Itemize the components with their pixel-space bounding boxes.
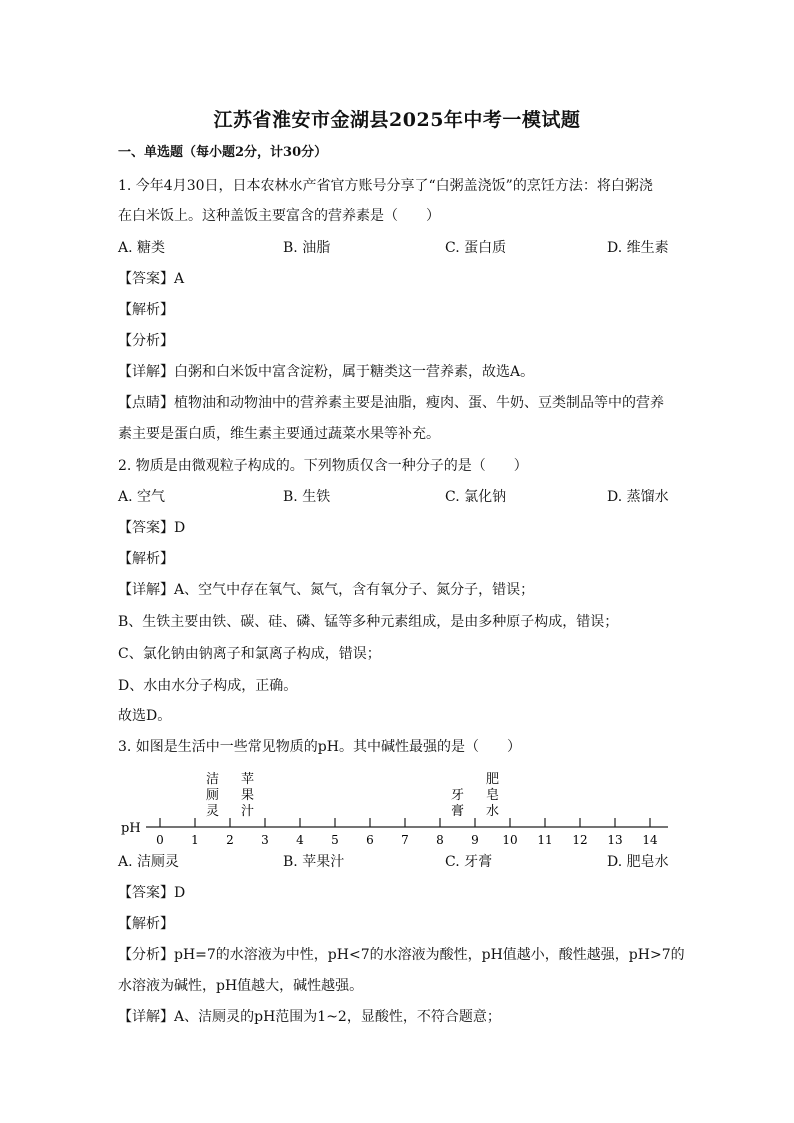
- q1-fenxi-label: 【分析】: [118, 333, 174, 349]
- ph-tick-label: 11: [537, 833, 553, 847]
- ph-tick-label: 7: [401, 833, 409, 847]
- q3-option-c: C. 牙膏: [445, 854, 493, 870]
- q3-fenxi-line1: 【分析】pH=7的水溶液为中性，pH<7的水溶液为酸性，pH值越小，酸性越强，pH>7的: [118, 947, 685, 963]
- q1-tip-line1: 【点睛】植物油和动物油中的营养素主要是油脂，瘦肉、蛋、牛奶、豆类制品等中的营养: [118, 395, 664, 411]
- q3-option-d: D. 肥皂水: [607, 854, 669, 870]
- ph-tick-label: 6: [366, 833, 374, 847]
- section-heading: 一、单选题（每小题2分，计30分）: [118, 145, 328, 160]
- page-title: 江苏省淮安市金湖县2025年中考一模试题: [213, 109, 581, 131]
- ph-tick-label: 13: [607, 833, 623, 847]
- ph-substance-label-char: 苹: [240, 772, 255, 787]
- ph-substance-label-char: 肥: [485, 772, 500, 787]
- q2-option-c: C. 氯化钠: [445, 489, 507, 505]
- ph-tick-label: 1: [191, 833, 199, 847]
- q2-analysis-label: 【解析】: [118, 551, 174, 567]
- ph-axis-label: pH: [121, 821, 141, 836]
- q2-line-b: B、生铁主要由铁、碳、硅、磷、锰等多种元素组成，是由多种原子构成，错误；: [118, 614, 619, 630]
- q3-option-a: A. 洁厕灵: [118, 854, 180, 870]
- q1-answer: 【答案】A: [118, 271, 185, 287]
- q1-option-d: D. 维生素: [607, 240, 669, 256]
- q2-option-d: D. 蒸馏水: [607, 489, 669, 505]
- q3-detail: 【详解】A、洁厕灵的pH范围为1~2，显酸性，不符合题意；: [118, 1009, 501, 1025]
- ph-substance-label-char: 膏: [450, 804, 465, 819]
- ph-substance-label-char: 汁: [240, 804, 255, 819]
- q2-option-a: A. 空气: [118, 489, 166, 505]
- ph-substance-label-char: 水: [485, 804, 500, 819]
- q2-option-b: B. 生铁: [283, 489, 331, 505]
- q2-stem: 2. 物质是由微观粒子构成的。下列物质仅含一种分子的是（ ）: [118, 458, 528, 474]
- ph-tick-label: 4: [296, 833, 304, 847]
- q2-answer: 【答案】D: [118, 520, 186, 536]
- ph-substance-label-char: 洁: [205, 772, 220, 787]
- q1-detail: 【详解】白粥和白米饭中富含淀粉，属于糖类这一营养素，故选A。: [118, 364, 535, 380]
- q1-option-c: C. 蛋白质: [445, 240, 507, 256]
- q3-stem: 3. 如图是生活中一些常见物质的pH。其中碱性最强的是（ ）: [118, 739, 521, 755]
- ph-tick-label: 12: [572, 833, 588, 847]
- ph-tick-label: 14: [642, 833, 658, 847]
- ph-substance-label-char: 皂: [485, 788, 500, 803]
- ph-substance-label-char: 厕: [205, 788, 220, 803]
- q1-option-a: A. 糖类: [118, 240, 166, 256]
- ph-tick-label: 2: [226, 833, 234, 847]
- ph-tick-label: 9: [471, 833, 479, 847]
- q2-conclusion: 故选D。: [118, 708, 172, 724]
- q2-line-d: D、水由水分子构成，正确。: [118, 678, 298, 694]
- q1-tip-line2: 素主要是蛋白质，维生素主要通过蔬菜水果等补充。: [118, 426, 440, 442]
- ph-scale-figure: [110, 762, 680, 850]
- ph-substance-label-char: 灵: [205, 804, 220, 819]
- q3-analysis-label: 【解析】: [118, 916, 174, 932]
- q3-option-b: B. 苹果汁: [283, 854, 345, 870]
- ph-substance-label-char: 果: [240, 788, 255, 803]
- q1-stem-line2: 在白米饭上。这种盖饭主要富含的营养素是（ ）: [118, 208, 440, 224]
- ph-tick-label: 0: [156, 833, 164, 847]
- ph-tick-label: 8: [436, 833, 444, 847]
- q1-option-b: B. 油脂: [283, 240, 331, 256]
- ph-tick-label: 3: [261, 833, 269, 847]
- q1-stem-line1: 1. 今年4月30日，日本农林水产省官方账号分享了“白粥盖浇饭”的烹饪方法：将白粥浇: [118, 178, 653, 194]
- ph-tick-label: 10: [502, 833, 518, 847]
- q2-detail: 【详解】A、空气中存在氧气、氮气，含有氧分子、氮分子，错误；: [118, 582, 535, 598]
- q2-line-c: C、氯化钠由钠离子和氯离子构成，错误；: [118, 646, 381, 662]
- q1-analysis-label: 【解析】: [118, 302, 174, 318]
- q3-answer: 【答案】D: [118, 885, 186, 901]
- ph-tick-label: 5: [331, 833, 339, 847]
- ph-substance-label-char: 牙: [450, 788, 465, 803]
- q3-fenxi-line2: 水溶液为碱性，pH值越大，碱性越强。: [118, 978, 364, 994]
